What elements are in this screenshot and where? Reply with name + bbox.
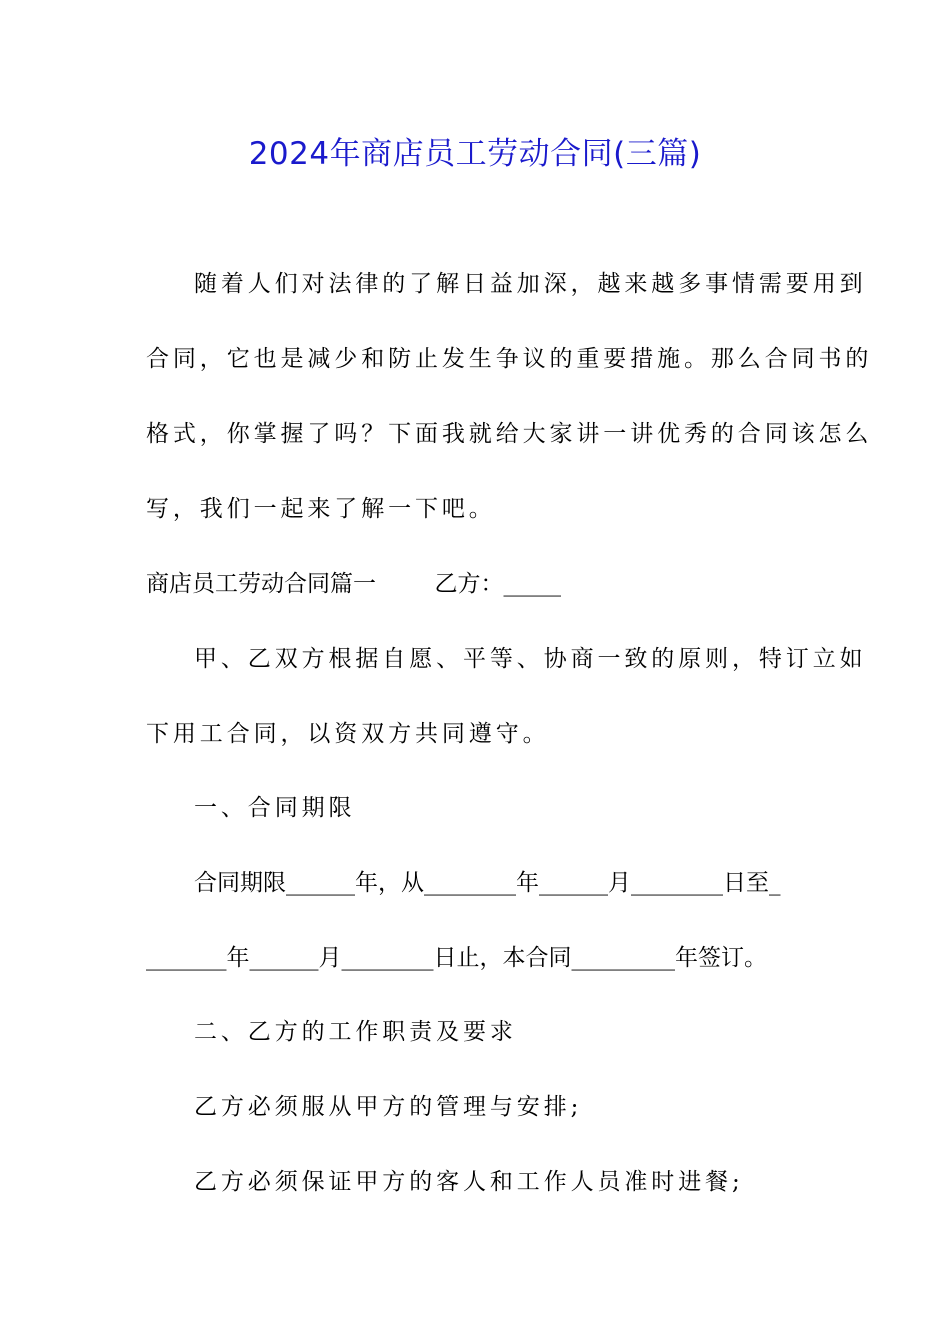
paragraph-line: 合同期限______年，从________年______月________日至_ (194, 870, 781, 896)
paragraph-line: 格式，你掌握了吗？下面我就给大家讲一讲优秀的合同该怎么 (146, 421, 873, 447)
paragraph-line: 下用工合同，以资双方共同遵守。 (146, 721, 550, 747)
paragraph-line: 甲、乙双方根据自愿、平等、协商一致的原则，特订立如 (194, 646, 867, 672)
paragraph-line: 乙方必须服从甲方的管理与安排; (194, 1094, 583, 1120)
paragraph-line: 合同，它也是减少和防止发生争议的重要措施。那么合同书的 (146, 346, 873, 372)
document-title: 2024年商店员工劳动合同(三篇) (248, 136, 702, 172)
section-heading: 商店员工劳动合同篇一 乙方：_____ (146, 571, 561, 597)
paragraph-line: 随着人们对法律的了解日益加深，越来越多事情需要用到 (194, 271, 867, 297)
paragraph-line: _______年______月________日止，本合同_________年签订。 (146, 945, 767, 971)
paragraph-line: 乙方必须保证甲方的客人和工作人员准时进餐; (194, 1169, 744, 1195)
paragraph-line: 写，我们一起来了解一下吧。 (146, 496, 496, 522)
clause-heading: 二、乙方的工作职责及要求 (194, 1019, 517, 1045)
clause-heading: 一、合同期限 (194, 795, 356, 821)
